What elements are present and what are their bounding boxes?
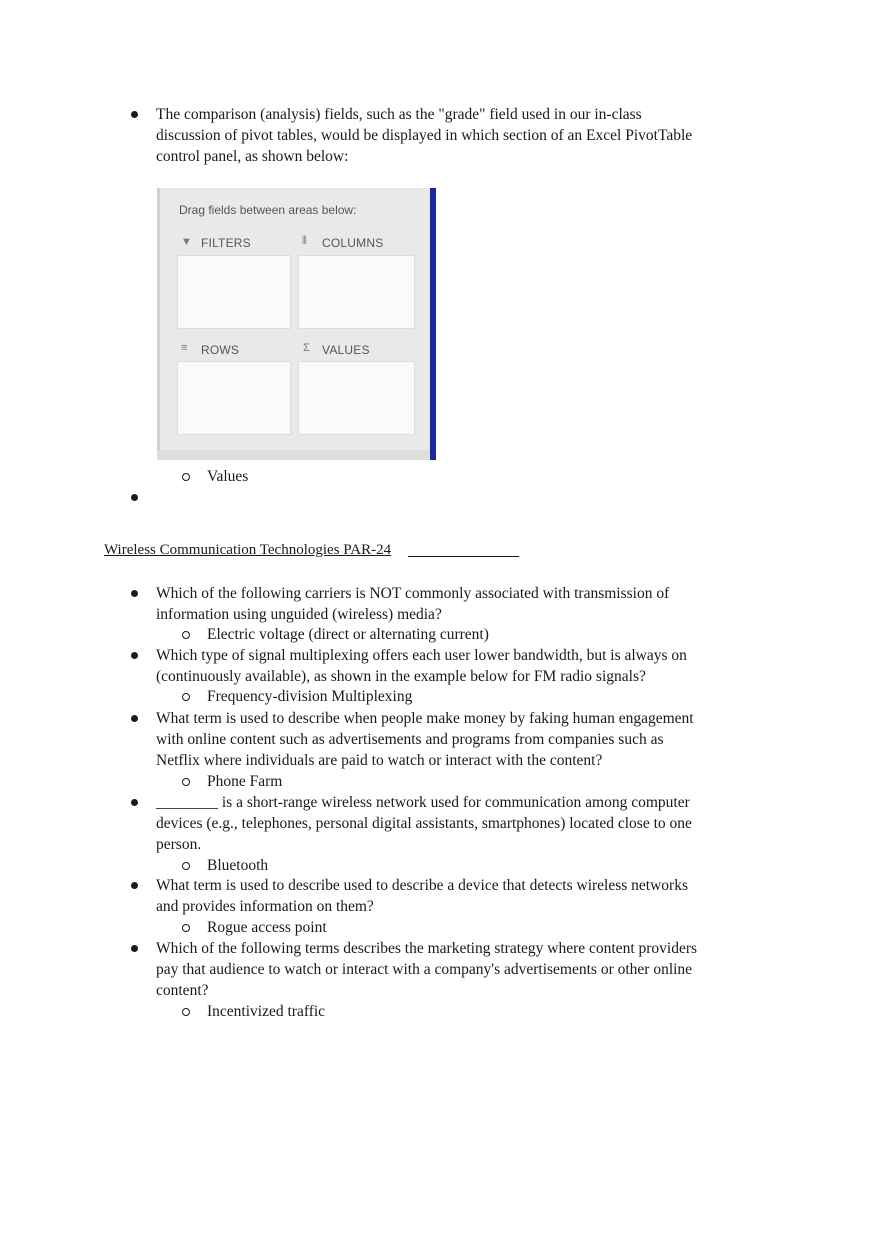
question-text: What term is used to describe when people make money by faking human engagement [156, 710, 694, 727]
section-heading: Wireless Communication Technologies PAR-24 [104, 542, 392, 558]
answer-text: Incentivized traffic [207, 1003, 326, 1020]
columns-drop-area[interactable] [298, 255, 415, 329]
columns-label: COLUMNS [322, 236, 384, 250]
question-text: (continuously available), as shown in the example below for FM radio signals? [156, 668, 646, 685]
sub-bullet [182, 1008, 190, 1016]
question-text: Which of the following carriers is NOT commonly associated with transmission of [156, 585, 670, 602]
question-text: The comparison (analysis) fields, such as the "grade" field used in our in-class [156, 106, 642, 123]
sub-bullet [182, 473, 190, 481]
bullet [131, 715, 138, 722]
bullet [131, 882, 138, 889]
bullet [131, 652, 138, 659]
answer-text: Values [207, 468, 249, 485]
question-text: devices (e.g., telephones, personal digital assistants, smartphones) located close to one [156, 815, 692, 832]
question-text: with online content such as advertisements and programs from companies such as [156, 731, 664, 748]
sigma-icon: Σ [303, 342, 310, 354]
sub-bullet [182, 631, 190, 639]
rows-drop-area[interactable] [177, 361, 291, 435]
question-text: Which type of signal multiplexing offers each user lower bandwidth, but is always on [156, 647, 687, 664]
question-text: What term is used to describe used to describe a device that detects wireless networks [156, 877, 688, 894]
bullet [131, 590, 138, 597]
panel-header: Drag fields between areas below: [179, 203, 357, 217]
question-text: pay that audience to watch or interact with a company's advertisements or other online [156, 961, 693, 978]
answer-text: Electric voltage (direct or alternating current) [207, 626, 489, 643]
question-text: Which of the following terms describes the marketing strategy where content providers [156, 940, 698, 957]
rows-label: ROWS [201, 343, 240, 357]
bullet [131, 494, 138, 501]
panel-edge [157, 188, 160, 460]
question-text: information using unguided (wireless) media? [156, 606, 442, 623]
question-text: ________ is a short-range wireless network used for communication among computer [156, 794, 690, 811]
bullet [131, 945, 138, 952]
question-text: control panel, as shown below: [156, 148, 349, 165]
columns-icon: ⦀ [302, 235, 307, 247]
answer-text: Bluetooth [207, 857, 269, 874]
sub-bullet [182, 862, 190, 870]
question-text: discussion of pivot tables, would be displayed in which section of an Excel PivotTable [156, 127, 693, 144]
sub-bullet [182, 924, 190, 932]
panel-footer [157, 450, 436, 460]
answer-text: Phone Farm [207, 773, 283, 790]
sub-bullet [182, 693, 190, 701]
bullet [131, 111, 138, 118]
question-text: person. [156, 836, 202, 853]
answer-text: Rogue access point [207, 919, 327, 936]
answer-text: Frequency-division Multiplexing [207, 688, 413, 705]
filters-drop-area[interactable] [177, 255, 291, 329]
panel-scroll-edge [430, 188, 436, 460]
question-text: content? [156, 982, 209, 999]
question-text: Netflix where individuals are paid to watch or interact with the content? [156, 752, 603, 769]
bullet [131, 799, 138, 806]
filter-icon: ▼ [181, 236, 192, 248]
values-drop-area[interactable] [298, 361, 415, 435]
values-label: VALUES [322, 343, 370, 357]
pivottable-fields-panel [157, 188, 436, 460]
rows-icon: ≡ [181, 342, 188, 354]
filters-label: FILTERS [201, 236, 251, 250]
sub-bullet [182, 778, 190, 786]
question-text: and provides information on them? [156, 898, 374, 915]
heading-underline [408, 556, 519, 557]
